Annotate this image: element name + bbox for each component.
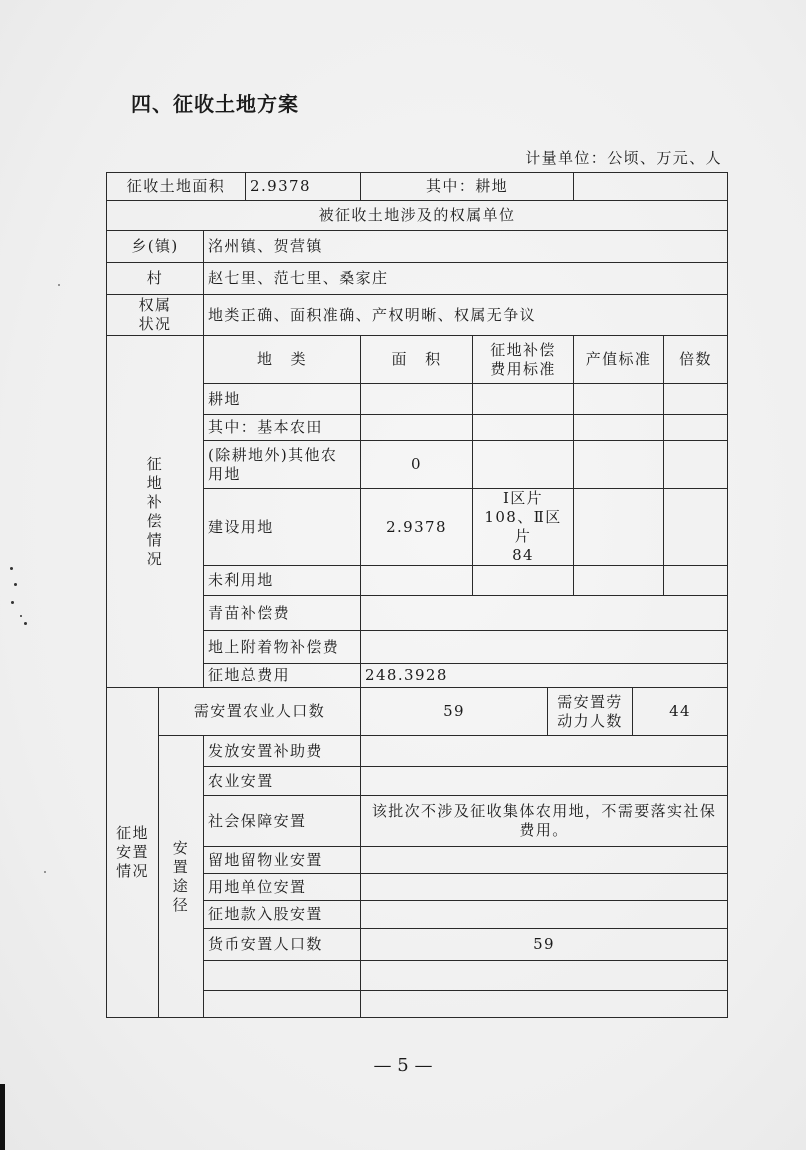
multiple-header: 倍数 — [664, 336, 728, 384]
total-fee-value: 248.3928 — [361, 664, 728, 688]
scan-speck — [24, 622, 27, 625]
multiple-cell — [664, 415, 728, 441]
acquired-area-label: 征收土地面积 — [107, 173, 246, 201]
method-label: 用地单位安置 — [204, 874, 361, 901]
multiple-cell — [664, 566, 728, 596]
compensation-standard-cell — [473, 415, 574, 441]
ownership-status-row — [107, 295, 728, 336]
acquired-area-value: 2.9378 — [246, 173, 361, 201]
multiple-cell — [664, 489, 728, 566]
compensation-standard-cell — [473, 441, 574, 489]
farm-population-label: 需安置农业人口数 — [159, 688, 361, 736]
method-value — [361, 736, 728, 767]
land-type-header: 地 类 — [204, 336, 361, 384]
method-label — [204, 991, 361, 1018]
ownership-heading: 被征收土地涉及的权属单位 — [107, 201, 728, 231]
scan-dark-edge — [0, 1084, 5, 1150]
resettlement-section-label: 征地 安置 情况 — [107, 688, 159, 1018]
land-type-cell: 耕地 — [204, 384, 361, 415]
area-cell — [361, 566, 473, 596]
village-label: 村 — [107, 263, 204, 295]
scan-speck — [58, 284, 60, 286]
resettlement-method-row — [107, 736, 728, 767]
output-value-cell — [574, 384, 664, 415]
area-header: 面 积 — [361, 336, 473, 384]
resettlement-methods-label: 安 置 途 径 — [159, 736, 204, 1018]
scan-speck — [20, 615, 22, 617]
labor-count-label: 需安置劳 动力人数 — [548, 688, 633, 736]
area-cell — [361, 384, 473, 415]
social-security-note: 该批次不涉及征收集体农用地，不需要落实社保 费用。 — [361, 796, 728, 847]
fee-label: 地上附着物补偿费 — [204, 631, 361, 664]
page-number: — 5 — — [373, 1055, 433, 1076]
fee-label: 青苗补偿费 — [204, 596, 361, 631]
method-label: 社会保障安置 — [204, 796, 361, 847]
area-row — [107, 173, 728, 201]
method-value — [361, 961, 728, 991]
output-value-cell — [574, 441, 664, 489]
village-value: 赵七里、范七里、桑家庄 — [204, 263, 728, 295]
output-value-cell — [574, 415, 664, 441]
fee-value — [361, 631, 728, 664]
compensation-section-label: 征 地 补 偿 情 况 — [107, 336, 204, 688]
compensation-standard-header: 征地补偿 费用标准 — [473, 336, 574, 384]
method-value: 59 — [361, 929, 728, 961]
township-value: 洺州镇、贺营镇 — [204, 231, 728, 263]
fee-label: 征地总费用 — [204, 664, 361, 688]
method-value — [361, 847, 728, 874]
compensation-standard-cell — [473, 384, 574, 415]
output-value-header: 产值标准 — [574, 336, 664, 384]
land-acquisition-table — [106, 172, 728, 1018]
township-row — [107, 231, 728, 263]
section-title: 四、征收土地方案 — [131, 92, 299, 116]
land-type-cell: 建设用地 — [204, 489, 361, 566]
fee-value — [361, 596, 728, 631]
compensation-standard-cell: Ⅰ区片 108、Ⅱ区片 84 — [473, 489, 574, 566]
units-note: 计量单位：公顷、万元、人 — [525, 149, 722, 167]
compensation-header-row — [107, 336, 728, 384]
method-label — [204, 961, 361, 991]
method-label: 发放安置补助费 — [204, 736, 361, 767]
compensation-standard-cell — [473, 566, 574, 596]
method-label: 留地留物业安置 — [204, 847, 361, 874]
scan-speck — [44, 871, 46, 873]
output-value-cell — [574, 566, 664, 596]
ownership-status-value: 地类正确、面积准确、产权明晰、权属无争议 — [204, 295, 728, 336]
land-type-cell: 其中：基本农田 — [204, 415, 361, 441]
resettlement-population-row — [107, 688, 728, 736]
farmland-value — [574, 173, 728, 201]
land-type-cell: (除耕地外)其他农 用地 — [204, 441, 361, 489]
land-type-cell: 未利用地 — [204, 566, 361, 596]
method-label: 货币安置人口数 — [204, 929, 361, 961]
method-value — [361, 901, 728, 929]
area-cell: 2.9378 — [361, 489, 473, 566]
scan-speck — [10, 567, 13, 570]
labor-count-value: 44 — [633, 688, 728, 736]
method-label: 农业安置 — [204, 767, 361, 796]
township-label: 乡(镇) — [107, 231, 204, 263]
scan-speck — [14, 583, 17, 586]
farmland-label: 其中：耕地 — [361, 173, 574, 201]
area-cell — [361, 415, 473, 441]
ownership-status-label: 权属 状况 — [107, 295, 204, 336]
ownership-heading-row — [107, 201, 728, 231]
area-cell: 0 — [361, 441, 473, 489]
method-label: 征地款入股安置 — [204, 901, 361, 929]
method-value — [361, 874, 728, 901]
method-value — [361, 767, 728, 796]
multiple-cell — [664, 384, 728, 415]
multiple-cell — [664, 441, 728, 489]
output-value-cell — [574, 489, 664, 566]
farm-population-value: 59 — [361, 688, 548, 736]
scan-speck — [11, 601, 14, 604]
method-value — [361, 991, 728, 1018]
village-row — [107, 263, 728, 295]
